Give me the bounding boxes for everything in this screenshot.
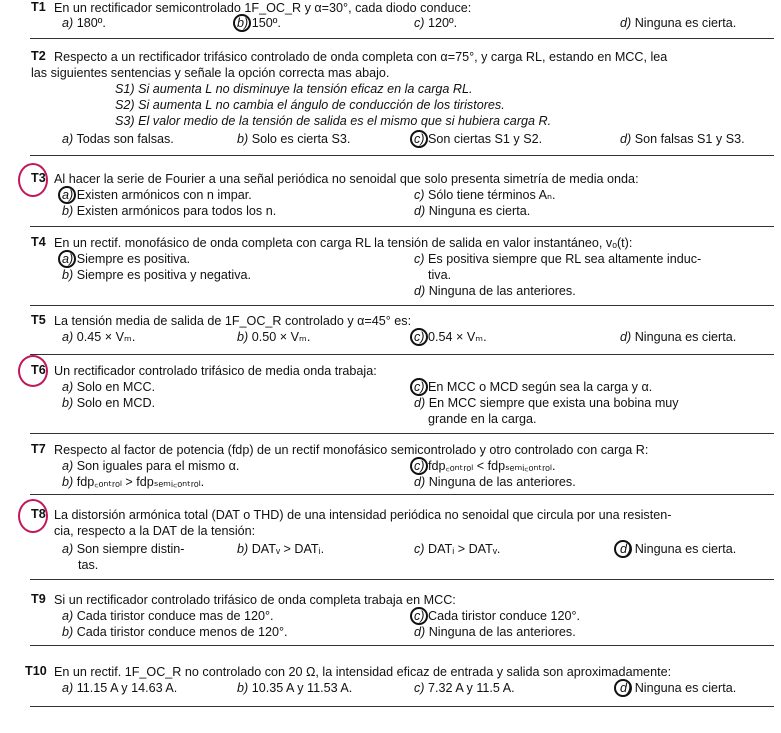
option-a[interactable]: a) Cada tiristor conduce mas de 120°. [62,609,274,623]
option-a[interactable]: a) Son siempre distin- [62,542,185,556]
option-c[interactable]: c) Son ciertas S1 y S2. [414,132,543,146]
option-c[interactable]: c) 120º. [414,16,458,30]
option-c[interactable]: c) Es positiva siempre que RL sea altamente induc- [414,252,702,266]
divider [30,433,774,434]
question-stem: La distorsión armónica total (DAT o THD) de una intensidad periódica no senoidal que circula por una resisten- [54,508,672,522]
question-stem: La tensión media de salida de 1F_OC_R controlado y α=45° es: [54,314,412,328]
option-d[interactable]: d) Ninguna es cierta. [620,542,737,556]
option-b[interactable]: b) Solo es cierta S3. [237,132,351,146]
option-c[interactable]: c) Cada tiristor conduce 120°. [414,609,581,623]
option-d[interactable]: d) Ninguna es cierta. [620,16,737,30]
question-id: T2 [31,49,46,63]
option-b[interactable]: b) 10.35 A y 11.53 A. [237,681,353,695]
question-id: T4 [31,235,46,249]
question-id: T8 [31,507,46,521]
question-id: T9 [31,592,46,606]
question-stem-line2: las siguientes sentencias y señale la opción correcta mas abajo. [31,66,390,80]
question-stem: Respecto al factor de potencia (fdp) de un rectif monofásico semicontrolado y otro controlado con carga R: [54,443,649,457]
option-a[interactable]: a) 180º. [62,16,106,30]
option-c[interactable]: c) DATᵢ > DATᵥ. [414,542,501,556]
question-stem: Al hacer la serie de Fourier a una señal periódica no senoidal que solo presenta simetría de media onda: [54,172,639,186]
option-d[interactable]: d) Ninguna de las anteriores. [414,284,576,298]
option-d[interactable]: d) Ninguna es cierta. [620,330,737,344]
option-a[interactable]: a) Todas son falsas. [62,132,174,146]
option-a[interactable]: a) 11.15 A y 14.63 A. [62,681,178,695]
question-id: T1 [31,0,46,14]
option-b[interactable]: b) Siempre es positiva y negativa. [62,268,252,282]
option-c[interactable]: c) En MCC o MCD según sea la carga y α. [414,380,653,394]
divider [30,645,774,646]
question-id: T3 [31,171,46,185]
option-a-continued: tas. [78,558,99,572]
divider [30,155,774,156]
question-stem: En un rectificador semicontrolado 1F_OC_R y α=30°, cada diodo conduce: [54,1,472,15]
option-c[interactable]: c) fdp꜀ₒₙₜᵣₒₗ < fdpₛₑₘᵢ꜀ₒₙₜᵣₒₗ. [414,459,556,473]
option-d[interactable]: d) Son falsas S1 y S3. [620,132,745,146]
question-stem: En un rectif. 1F_OC_R no controlado con 20 Ω, la intensidad eficaz de entrada y salida son aproximadamente: [54,665,672,679]
statement-s1: S1) Si aumenta L no disminuye la tensión eficaz en la carga RL. [115,82,473,96]
option-c-continued: tiva. [428,268,452,282]
divider [30,706,774,707]
question-stem-line2: cia, respecto a la DAT de la tensión: [54,524,256,538]
option-d[interactable]: d) Ninguna de las anteriores. [414,475,576,489]
question-stem: Un rectificador controlado trifásico de media onda trabaja: [54,364,377,378]
option-a[interactable]: a) Siempre es positiva. [62,252,191,266]
divider [30,579,774,580]
question-stem: Si un rectificador controlado trifásico de onda completa trabaja en MCC: [54,593,456,607]
question-id: T7 [31,442,46,456]
divider [30,226,774,227]
option-b[interactable]: b) Existen armónicos para todos los n. [62,204,277,218]
option-b[interactable]: b) DATᵥ > DATᵢ. [237,542,325,556]
option-c[interactable]: c) Sólo tiene términos Aₙ. [414,188,556,202]
option-b[interactable]: b) Solo en MCD. [62,396,156,410]
question-id: T10 [25,664,47,678]
option-d[interactable]: d) Ninguna es cierta. [620,681,737,695]
option-c[interactable]: c) 7.32 A y 11.5 A. [414,681,515,695]
option-b[interactable]: b) fdp꜀ₒₙₜᵣₒₗ > fdpₛₑₘᵢ꜀ₒₙₜᵣₒₗ. [62,475,205,489]
divider [30,305,774,306]
question-id: T5 [31,313,46,327]
option-d[interactable]: d) Ninguna de las anteriores. [414,625,576,639]
question-stem: Respecto a un rectificador trifásico controlado de onda completa con α=75°, y carga RL, estando en MCC, lea [54,50,668,64]
divider [30,38,774,39]
question-id: T6 [31,363,46,377]
option-b[interactable]: b) 150º. [237,16,281,30]
option-d[interactable]: d) En MCC siempre que exista una bobina muy [414,396,679,410]
option-a[interactable]: a) Solo en MCC. [62,380,156,394]
option-a[interactable]: a) 0.45 × Vₘ. [62,330,136,344]
option-a[interactable]: a) Son iguales para el mismo α. [62,459,240,473]
divider [30,494,774,495]
option-b[interactable]: b) Cada tiristor conduce menos de 120°. [62,625,288,639]
statement-s3: S3) El valor medio de la tensión de salida es el mismo que si hubiera carga R. [115,114,552,128]
option-c[interactable]: c) 0.54 × Vₘ. [414,330,487,344]
statement-s2: S2) Si aumenta L no cambia el ángulo de conducción de los tiristores. [115,98,505,112]
option-d-continued: grande en la carga. [428,412,537,426]
option-b[interactable]: b) 0.50 × Vₘ. [237,330,311,344]
option-d[interactable]: d) Ninguna es cierta. [414,204,531,218]
question-stem: En un rectif. monofásico de onda completa con carga RL la tensión de salida en valor instantáneo, vₒ(t): [54,236,633,250]
option-a[interactable]: a) Existen armónicos con n impar. [62,188,252,202]
divider [30,354,774,355]
